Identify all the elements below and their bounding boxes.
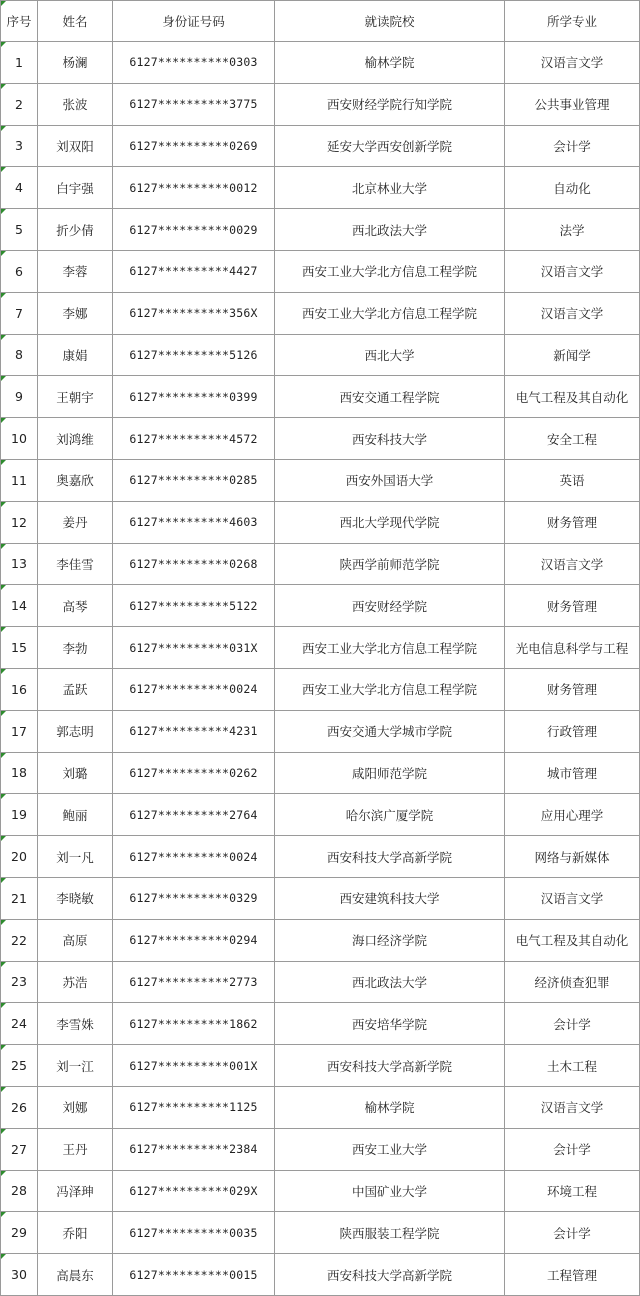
table-row (1, 627, 640, 669)
cell-name: 张波 (38, 83, 113, 125)
cell-name: 刘娜 (38, 1086, 113, 1128)
cell-name: 鲍丽 (38, 794, 113, 836)
table-row (1, 42, 640, 84)
cell-major: 汉语言文学 (505, 1086, 640, 1128)
cell-name: 李雪姝 (38, 1003, 113, 1045)
cell-school: 西北大学现代学院 (275, 501, 505, 543)
cell-school: 西安培华学院 (275, 1003, 505, 1045)
cell-school: 西安外国语大学 (275, 459, 505, 501)
cell-name: 李晓敏 (38, 877, 113, 919)
cell-id-number: 6127**********001X (113, 1045, 275, 1087)
cell-seq: 17 (1, 710, 38, 752)
cell-id-number: 6127**********0294 (113, 919, 275, 961)
cell-id-number: 6127**********1862 (113, 1003, 275, 1045)
cell-id-number: 6127**********4572 (113, 418, 275, 460)
cell-school: 哈尔滨广厦学院 (275, 794, 505, 836)
cell-seq: 14 (1, 585, 38, 627)
cell-major: 安全工程 (505, 418, 640, 460)
cell-seq: 9 (1, 376, 38, 418)
cell-school: 中国矿业大学 (275, 1170, 505, 1212)
cell-name: 杨澜 (38, 42, 113, 84)
table-row (1, 710, 640, 752)
table-row (1, 836, 640, 878)
cell-id-number: 6127**********0024 (113, 668, 275, 710)
cell-school: 海口经济学院 (275, 919, 505, 961)
header-id-number: 身份证号码 (113, 1, 275, 42)
cell-id-number: 6127**********356X (113, 292, 275, 334)
table-row (1, 376, 640, 418)
cell-major: 财务管理 (505, 585, 640, 627)
cell-id-number: 6127**********0029 (113, 209, 275, 251)
cell-major: 财务管理 (505, 501, 640, 543)
cell-school: 咸阳师范学院 (275, 752, 505, 794)
cell-seq: 28 (1, 1170, 38, 1212)
cell-name: 苏浩 (38, 961, 113, 1003)
cell-id-number: 6127**********4231 (113, 710, 275, 752)
cell-id-number: 6127**********4603 (113, 501, 275, 543)
cell-name: 冯泽珅 (38, 1170, 113, 1212)
cell-seq: 23 (1, 961, 38, 1003)
cell-name: 王丹 (38, 1128, 113, 1170)
cell-major: 电气工程及其自动化 (505, 919, 640, 961)
cell-seq: 16 (1, 668, 38, 710)
cell-major: 土木工程 (505, 1045, 640, 1087)
table-row (1, 1254, 640, 1296)
cell-name: 高原 (38, 919, 113, 961)
cell-id-number: 6127**********5122 (113, 585, 275, 627)
cell-name: 刘双阳 (38, 125, 113, 167)
table-row (1, 418, 640, 460)
table-body (1, 42, 640, 1296)
table-row (1, 167, 640, 209)
cell-major: 城市管理 (505, 752, 640, 794)
cell-id-number: 6127**********0269 (113, 125, 275, 167)
cell-name: 折少倩 (38, 209, 113, 251)
cell-school: 西北大学 (275, 334, 505, 376)
cell-seq: 4 (1, 167, 38, 209)
cell-school: 陕西服装工程学院 (275, 1212, 505, 1254)
cell-major: 财务管理 (505, 668, 640, 710)
cell-school: 西北政法大学 (275, 961, 505, 1003)
cell-seq: 8 (1, 334, 38, 376)
cell-school: 西安工业大学北方信息工程学院 (275, 668, 505, 710)
cell-id-number: 6127**********2773 (113, 961, 275, 1003)
table-row (1, 1045, 640, 1087)
cell-name: 孟跃 (38, 668, 113, 710)
cell-major: 会计学 (505, 1212, 640, 1254)
cell-id-number: 6127**********0012 (113, 167, 275, 209)
cell-school: 西安交通工程学院 (275, 376, 505, 418)
cell-seq: 3 (1, 125, 38, 167)
cell-seq: 29 (1, 1212, 38, 1254)
cell-school: 西安工业大学 (275, 1128, 505, 1170)
table-row (1, 752, 640, 794)
cell-major: 经济侦查犯罪 (505, 961, 640, 1003)
cell-major: 汉语言文学 (505, 250, 640, 292)
cell-school: 西安科技大学高新学院 (275, 836, 505, 878)
cell-name: 奥嘉欣 (38, 459, 113, 501)
cell-seq: 24 (1, 1003, 38, 1045)
cell-seq: 22 (1, 919, 38, 961)
cell-school: 西安科技大学高新学院 (275, 1254, 505, 1296)
cell-major: 网络与新媒体 (505, 836, 640, 878)
cell-major: 公共事业管理 (505, 83, 640, 125)
cell-seq: 6 (1, 250, 38, 292)
cell-major: 光电信息科学与工程 (505, 627, 640, 669)
cell-school: 西安工业大学北方信息工程学院 (275, 250, 505, 292)
cell-name: 刘璐 (38, 752, 113, 794)
cell-major: 应用心理学 (505, 794, 640, 836)
cell-name: 郭志明 (38, 710, 113, 752)
cell-seq: 18 (1, 752, 38, 794)
cell-name: 白宇强 (38, 167, 113, 209)
cell-name: 康娟 (38, 334, 113, 376)
cell-seq: 25 (1, 1045, 38, 1087)
cell-seq: 27 (1, 1128, 38, 1170)
cell-id-number: 6127**********0285 (113, 459, 275, 501)
cell-id-number: 6127**********4427 (113, 250, 275, 292)
cell-major: 会计学 (505, 1128, 640, 1170)
cell-name: 刘一凡 (38, 836, 113, 878)
cell-seq: 7 (1, 292, 38, 334)
table-row (1, 1212, 640, 1254)
cell-school: 陕西学前师范学院 (275, 543, 505, 585)
cell-name: 李勃 (38, 627, 113, 669)
cell-major: 英语 (505, 459, 640, 501)
table-row (1, 1086, 640, 1128)
cell-id-number: 6127**********3775 (113, 83, 275, 125)
table-row (1, 83, 640, 125)
cell-id-number: 6127**********029X (113, 1170, 275, 1212)
table-row (1, 1128, 640, 1170)
cell-major: 电气工程及其自动化 (505, 376, 640, 418)
cell-school: 西安财经学院 (275, 585, 505, 627)
cell-seq: 5 (1, 209, 38, 251)
table-row (1, 919, 640, 961)
cell-seq: 20 (1, 836, 38, 878)
cell-id-number: 6127**********0035 (113, 1212, 275, 1254)
cell-seq: 15 (1, 627, 38, 669)
cell-major: 汉语言文学 (505, 877, 640, 919)
cell-name: 高琴 (38, 585, 113, 627)
table-row (1, 794, 640, 836)
cell-name: 刘一江 (38, 1045, 113, 1087)
cell-school: 西安科技大学 (275, 418, 505, 460)
cell-seq: 1 (1, 42, 38, 84)
table-row (1, 292, 640, 334)
header-seq: 序号 (1, 1, 38, 42)
header-school: 就读院校 (275, 1, 505, 42)
cell-school: 西安工业大学北方信息工程学院 (275, 292, 505, 334)
table-row (1, 877, 640, 919)
cell-major: 环境工程 (505, 1170, 640, 1212)
cell-major: 新闻学 (505, 334, 640, 376)
cell-school: 西安科技大学高新学院 (275, 1045, 505, 1087)
cell-seq: 21 (1, 877, 38, 919)
cell-id-number: 6127**********5126 (113, 334, 275, 376)
cell-id-number: 6127**********031X (113, 627, 275, 669)
cell-id-number: 6127**********0303 (113, 42, 275, 84)
table-row (1, 209, 640, 251)
cell-major: 汉语言文学 (505, 292, 640, 334)
cell-id-number: 6127**********0024 (113, 836, 275, 878)
cell-school: 北京林业大学 (275, 167, 505, 209)
cell-school: 西安工业大学北方信息工程学院 (275, 627, 505, 669)
cell-school: 延安大学西安创新学院 (275, 125, 505, 167)
cell-seq: 19 (1, 794, 38, 836)
cell-major: 自动化 (505, 167, 640, 209)
cell-school: 西安建筑科技大学 (275, 877, 505, 919)
table-row (1, 250, 640, 292)
cell-name: 王朝宇 (38, 376, 113, 418)
table-row (1, 961, 640, 1003)
table-row (1, 334, 640, 376)
cell-seq: 11 (1, 459, 38, 501)
cell-name: 高晨东 (38, 1254, 113, 1296)
cell-seq: 30 (1, 1254, 38, 1296)
table-header-row (1, 1, 640, 42)
cell-id-number: 6127**********0399 (113, 376, 275, 418)
cell-name: 姜丹 (38, 501, 113, 543)
cell-seq: 2 (1, 83, 38, 125)
cell-major: 汉语言文学 (505, 42, 640, 84)
cell-major: 汉语言文学 (505, 543, 640, 585)
table-row (1, 668, 640, 710)
cell-school: 西安财经学院行知学院 (275, 83, 505, 125)
table-row (1, 125, 640, 167)
cell-id-number: 6127**********0329 (113, 877, 275, 919)
cell-name: 刘鸿维 (38, 418, 113, 460)
cell-major: 行政管理 (505, 710, 640, 752)
cell-name: 李蓉 (38, 250, 113, 292)
cell-seq: 13 (1, 543, 38, 585)
header-name: 姓名 (38, 1, 113, 42)
cell-seq: 12 (1, 501, 38, 543)
cell-name: 乔阳 (38, 1212, 113, 1254)
table-row (1, 1003, 640, 1045)
cell-id-number: 6127**********2384 (113, 1128, 275, 1170)
table-row (1, 585, 640, 627)
cell-id-number: 6127**********0268 (113, 543, 275, 585)
cell-major: 工程管理 (505, 1254, 640, 1296)
cell-school: 榆林学院 (275, 42, 505, 84)
cell-major: 法学 (505, 209, 640, 251)
table-row (1, 1170, 640, 1212)
cell-school: 西安交通大学城市学院 (275, 710, 505, 752)
cell-id-number: 6127**********0015 (113, 1254, 275, 1296)
cell-school: 榆林学院 (275, 1086, 505, 1128)
cell-major: 会计学 (505, 125, 640, 167)
cell-id-number: 6127**********1125 (113, 1086, 275, 1128)
cell-seq: 26 (1, 1086, 38, 1128)
cell-school: 西北政法大学 (275, 209, 505, 251)
table-row (1, 501, 640, 543)
cell-id-number: 6127**********0262 (113, 752, 275, 794)
cell-name: 李娜 (38, 292, 113, 334)
table-row (1, 459, 640, 501)
cell-name: 李佳雪 (38, 543, 113, 585)
cell-seq: 10 (1, 418, 38, 460)
cell-major: 会计学 (505, 1003, 640, 1045)
cell-id-number: 6127**********2764 (113, 794, 275, 836)
table-row (1, 543, 640, 585)
header-major: 所学专业 (505, 1, 640, 42)
